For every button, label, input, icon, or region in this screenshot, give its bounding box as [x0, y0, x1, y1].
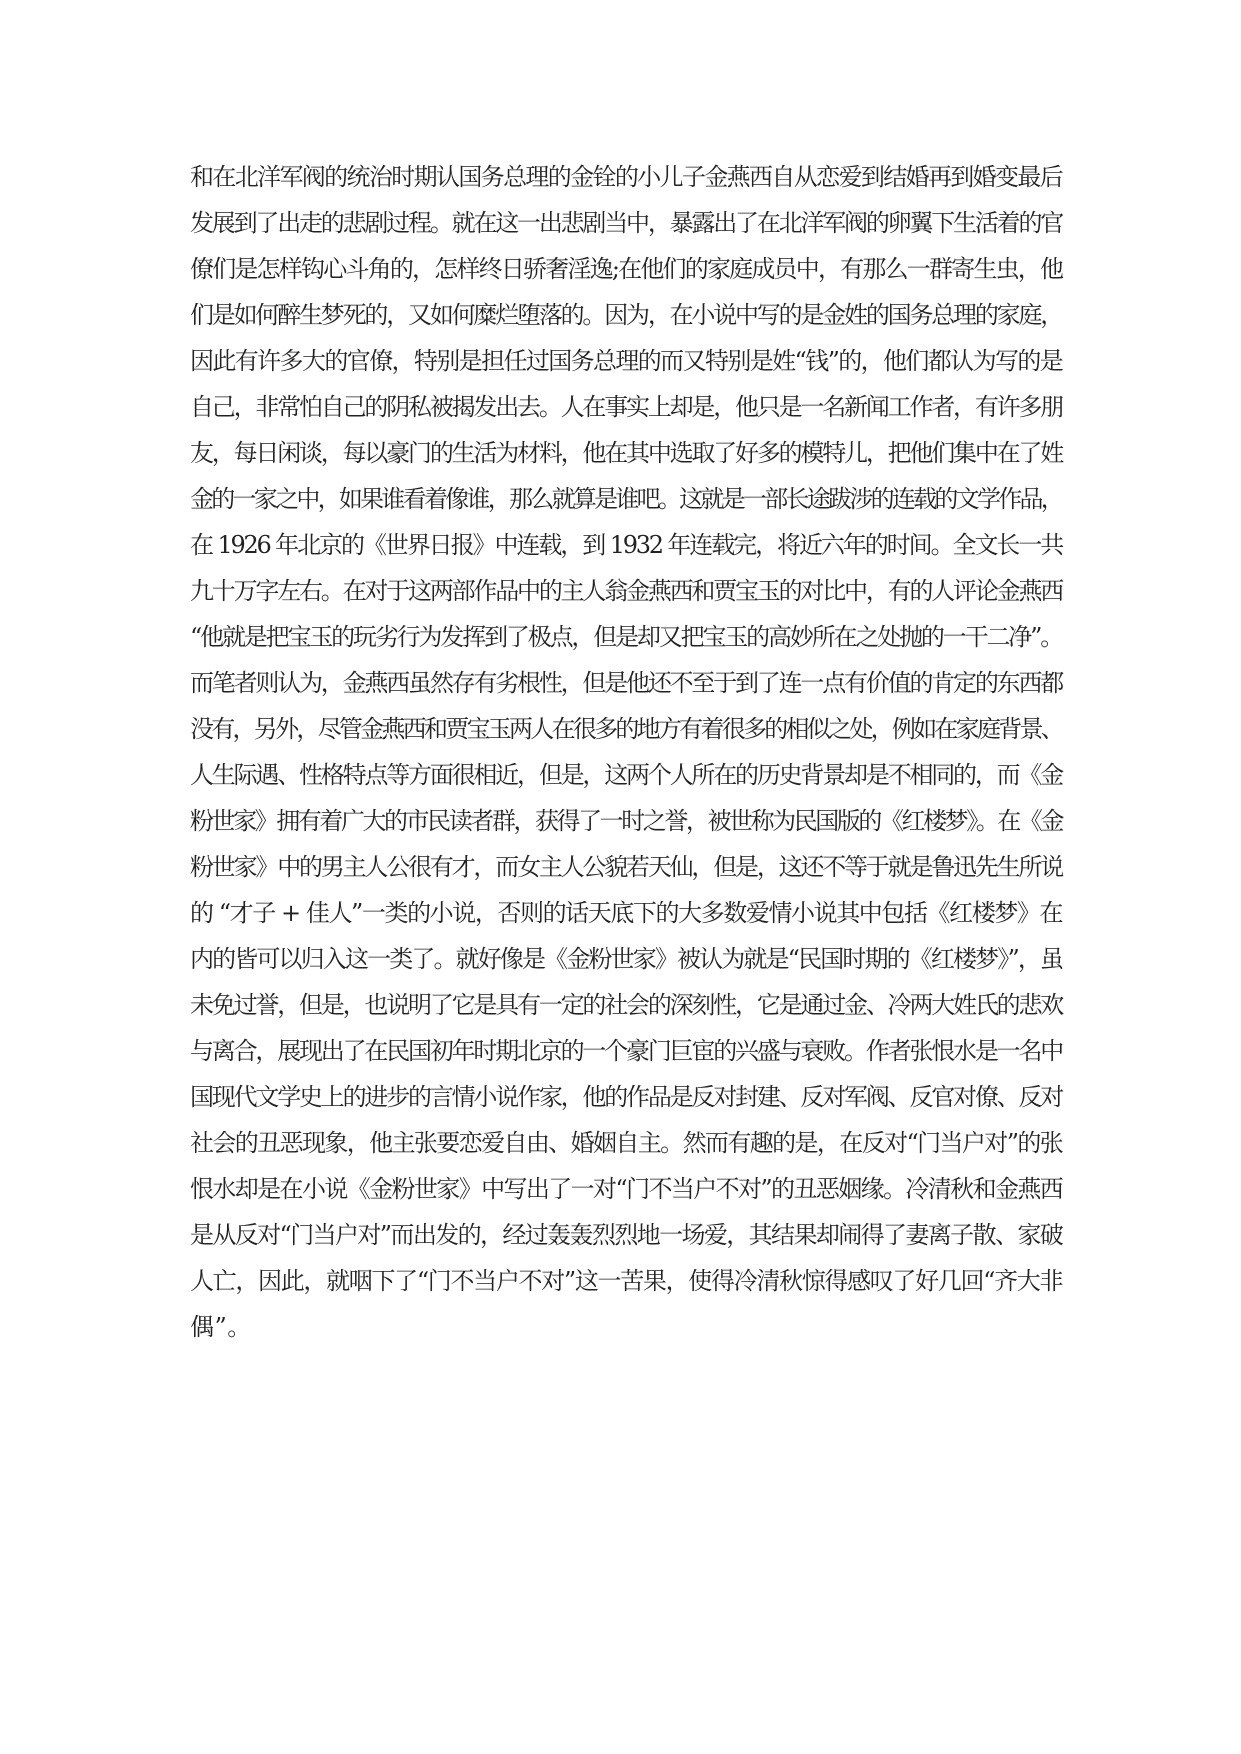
text-line: “他就是把宝玉的玩劣行为发挥到了极点，但是却又把宝玉的高妙所在之处抛的一干二净”。	[190, 623, 1062, 651]
text-line: 恨水却是在小说《金粉世家》中写出了一对“门不当户不对”的丑恶姻缘。冷清秋和金燕西	[190, 1175, 1062, 1203]
text-line: 是从反对“门当户对”而出发的，经过轰轰烈烈地一场爱，其结果却闹得了妻离子散、家破	[190, 1221, 1062, 1249]
text-line: 友，每日闲谈，每以豪门的生活为材料，他在其中选取了好多的模特儿，把他们集中在了姓	[190, 439, 1062, 467]
text-line: 而笔者则认为，金燕西虽然存有劣根性，但是他还不至于到了连一点有价值的肯定的东西都	[190, 669, 1062, 697]
text-line: 国现代文学史上的进步的言情小说作家，他的作品是反对封建、反对军阀、反官对僚、反对	[190, 1083, 1062, 1111]
text-line: 金的一家之中，如果谁看着像谁，那么就算是谁吧。这就是一部长途跋涉的连载的文学作品，	[190, 485, 1062, 513]
text-line-last: 偶”。	[190, 1313, 252, 1341]
text-line: 和在北洋军阀的统治时期认国务总理的金铨的小儿子金燕西自从恋爱到结婚再到婚变最后	[190, 163, 1062, 191]
text-line: 因此有许多大的官僚，特别是担任过国务总理的而又特别是姓“钱”的，他们都认为写的是	[190, 347, 1062, 375]
text-line: 们是如何醉生梦死的，又如何糜烂堕落的。因为，在小说中写的是金姓的国务总理的家庭，	[190, 301, 1062, 329]
text-line: 未免过誉，但是，也说明了它是具有一定的社会的深刻性，它是通过金、冷两大姓氏的悲欢	[190, 991, 1062, 1019]
text-line: 人生际遇、性格特点等方面很相近，但是，这两个人所在的历史背景却是不相同的，而《金	[190, 761, 1062, 789]
text-line: 的 “才子 + 佳人”一类的小说，否则的话天底下的大多数爱情小说其中包括《红楼梦》在	[190, 899, 1062, 927]
text-line: 与离合，展现出了在民国初年时期北京的一个豪门巨宦的兴盛与衰败。作者张恨水是一名中	[190, 1037, 1062, 1065]
text-line: 没有，另外，尽管金燕西和贾宝玉两人在很多的地方有着很多的相似之处，例如在家庭背景、	[190, 715, 1062, 743]
text-line: 僚们是怎样钩心斗角的，怎样终日骄奢淫逸;在他们的家庭成员中，有那么一群寄生虫，他	[190, 255, 1062, 283]
text-line: 自己，非常怕自己的阴私被揭发出去。人在事实上却是，他只是一名新闻工作者，有许多朋	[190, 393, 1062, 421]
text-line: 粉世家》拥有着广大的市民读者群，获得了一时之誉，被世称为民国版的《红楼梦》。在《金	[190, 807, 1062, 835]
text-line: 发展到了出走的悲剧过程。就在这一出悲剧当中，暴露出了在北洋军阀的卵翼下生活着的官	[190, 209, 1062, 237]
text-line: 社会的丑恶现象，他主张要恋爱自由、婚姻自主。然而有趣的是，在反对“门当户对”的张	[190, 1129, 1062, 1157]
text-line: 九十万字左右。在对于这两部作品中的主人翁金燕西和贾宝玉的对比中，有的人评论金燕西	[190, 577, 1062, 605]
text-line: 粉世家》中的男主人公很有才，而女主人公貌若天仙，但是，这还不等于就是鲁迅先生所说	[190, 853, 1062, 881]
text-line: 内的皆可以归入这一类了。就好像是《金粉世家》被认为就是“民国时期的《红楼梦》”，虽	[190, 945, 1062, 973]
body-paragraph	[190, 154, 1062, 1350]
text-line: 人亡，因此，就咽下了“门不当户不对”这一苦果，使得冷清秋惊得感叹了好几回“齐大非	[190, 1267, 1062, 1295]
text-line: 在 1926 年北京的《世界日报》中连载，到 1932 年连载完，将近六年的时间。全文长一共	[190, 531, 1062, 559]
